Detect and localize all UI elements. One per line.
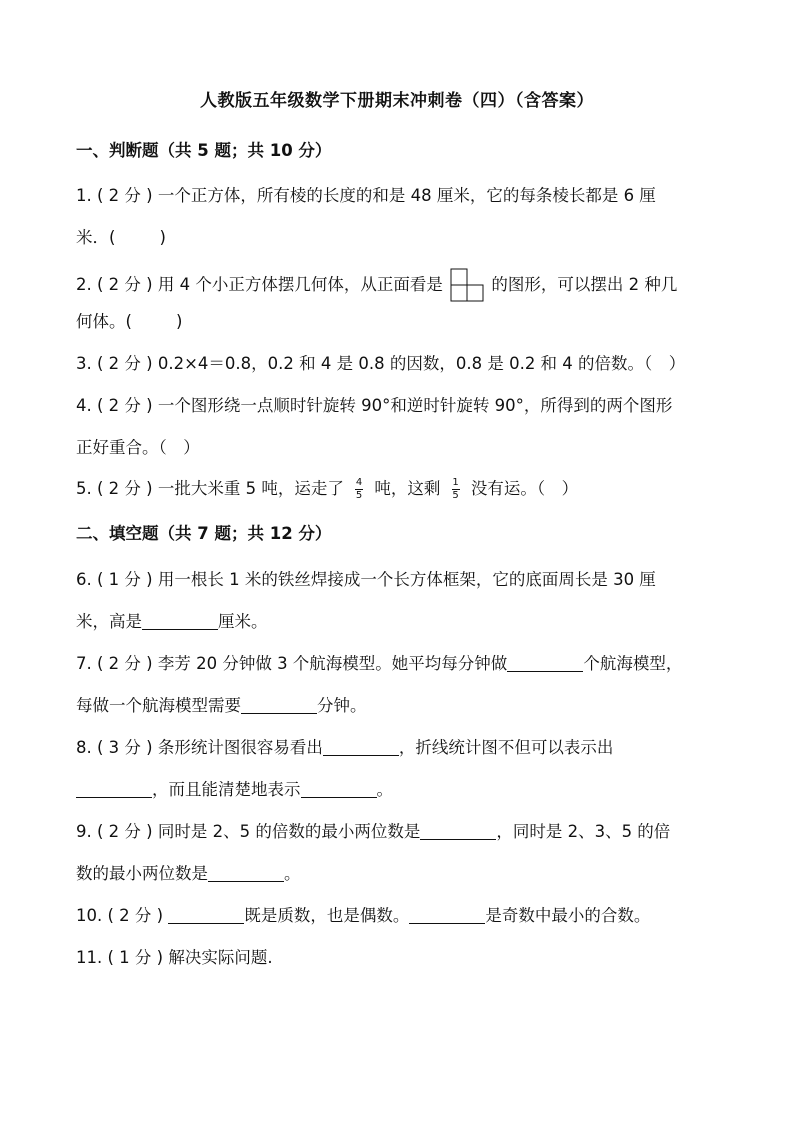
question-1-line-2 [76, 226, 166, 250]
fill-blank[interactable] [168, 905, 244, 924]
question-7-text-d: 分钟。 [317, 696, 367, 715]
question-6-line-2 [76, 610, 268, 634]
question-6-text-a: 米，高是 [76, 612, 142, 631]
question-9-line-2 [76, 862, 301, 886]
fill-blank[interactable] [208, 863, 284, 882]
fraction-one-fifth [452, 478, 460, 501]
question-8-text-d: 。 [376, 780, 393, 799]
question-1-text: 米．( [76, 228, 116, 247]
question-2-text-b: 的图形，可以摆出 2 种几 [491, 275, 678, 294]
question-1-paren-close: ) [159, 228, 166, 247]
question-2-paren-close: ) [175, 312, 183, 331]
question-6-text-b: 厘米。 [218, 612, 268, 631]
question-8-text-c: ，而且能清楚地表示 [152, 780, 301, 799]
question-5-line-1 [76, 477, 578, 501]
fraction-numerator: 4 [355, 477, 363, 488]
question-4-line-1: 4. ( 2 分 ) 一个图形绕一点顺时针旋转 90°和逆时针旋转 90°，所得到的两个图形 [76, 396, 673, 415]
question-2-line-2 [76, 310, 182, 334]
question-9-text-a: 9. ( 2 分 ) 同时是 2、5 的倍数的最小两位数是 [76, 822, 421, 841]
question-9-text-b: ，同时是 2、3、5 的倍 [496, 822, 671, 841]
question-8-line-1 [76, 736, 613, 760]
section-1-heading: 一、判断题（共 5 题；共 10 分） [76, 141, 332, 160]
fraction-four-fifths [355, 478, 363, 501]
fill-blank[interactable] [76, 779, 152, 798]
fraction-numerator: 1 [452, 477, 459, 488]
question-8-line-2 [76, 778, 393, 802]
two-squares-front-view-icon [450, 268, 484, 302]
question-5-text-c: 没有运。（ ） [470, 479, 579, 498]
section-2-heading: 二、填空题（共 7 题；共 12 分） [76, 524, 332, 543]
question-8-text-a: 8. ( 3 分 ) 条形统计图很容易看出 [76, 738, 323, 757]
question-7-text-a: 7. ( 2 分 ) 李芳 20 分钟做 3 个航海模型。她平均每分钟做 [76, 654, 508, 673]
fill-blank[interactable] [507, 653, 583, 672]
question-9-text-c: 数的最小两位数是 [76, 864, 208, 883]
question-5-text-b: 吨，这剩 [374, 479, 441, 498]
question-9-text-d: 。 [284, 864, 301, 883]
question-1-line-1: 1. ( 2 分 ) 一个正方体，所有棱的长度的和是 48 厘米，它的每条棱长都是 6 厘 [76, 186, 656, 205]
question-10-text-a: 10. ( 2 分 ) [76, 906, 164, 925]
question-11-line-1: 11. ( 1 分 ) 解决实际问题. [76, 948, 273, 967]
question-8-text-b: ，折线统计图不但可以表示出 [398, 738, 614, 757]
fill-blank[interactable] [142, 611, 218, 630]
question-2-text-c: 何体。( [76, 312, 132, 331]
fill-blank[interactable] [241, 695, 317, 714]
fill-blank[interactable] [409, 905, 485, 924]
fraction-denominator: 5 [355, 490, 363, 501]
question-2-text-a: 2. ( 2 分 ) 用 4 个小正方体摆几何体，从正面看是 [76, 275, 443, 294]
question-10-text-c: 是奇数中最小的合数。 [485, 906, 651, 925]
question-7-line-2 [76, 694, 367, 718]
question-4-line-2: 正好重合。（ ） [76, 438, 200, 457]
question-2-line-1 [76, 268, 677, 302]
page-title: 人教版五年级数学下册期末冲刺卷（四）（含答案） [200, 91, 594, 111]
fraction-denominator: 5 [452, 490, 459, 501]
question-3-line-1: 3. ( 2 分 ) 0.2×4＝0.8，0.2 和 4 是 0.8 的因数，0.8 是 0.2 和 4 的倍数。（ ） [76, 354, 686, 373]
fill-blank[interactable] [420, 821, 496, 840]
fill-blank[interactable] [301, 779, 377, 798]
question-6-line-1: 6. ( 1 分 ) 用一根长 1 米的铁丝焊接成一个长方体框架，它的底面周长是 30 厘 [76, 570, 656, 589]
question-10-line-1 [76, 904, 650, 928]
question-10-text-b: 既是质数，也是偶数。 [244, 906, 410, 925]
question-7-text-c: 每做一个航海模型需要 [76, 696, 241, 715]
question-7-line-1 [76, 652, 682, 676]
question-7-text-b: 个航海模型， [583, 654, 683, 673]
fill-blank[interactable] [323, 737, 399, 756]
question-5-text-a: 5. ( 2 分 ) 一批大米重 5 吨，运走了 [76, 479, 344, 498]
question-9-line-1 [76, 820, 670, 844]
